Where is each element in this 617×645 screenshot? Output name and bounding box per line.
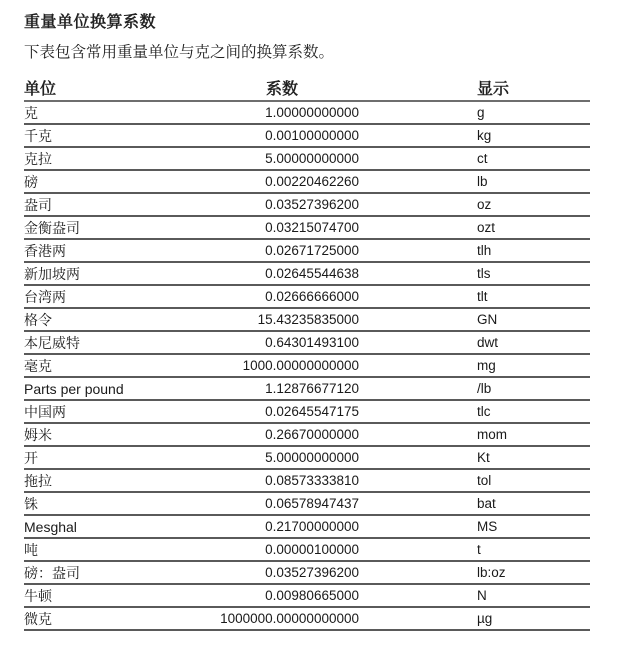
cell-factor: 0.00980665000: [265, 588, 359, 603]
cell-factor: 0.00000100000: [265, 542, 359, 557]
table-row: [24, 332, 590, 355]
cell-unit: 台湾两: [24, 289, 66, 306]
cell-unit: 克拉: [24, 151, 52, 168]
table-row: [24, 585, 590, 608]
cell-factor: 0.02645544638: [265, 266, 359, 281]
cell-factor: 0.06578947437: [265, 496, 359, 511]
cell-display: ct: [477, 151, 488, 166]
cell-unit: 盎司: [24, 197, 52, 214]
table-row: [24, 401, 590, 424]
header-display: 显示: [477, 79, 510, 98]
table-row: [24, 309, 590, 332]
cell-display: ozt: [477, 220, 496, 235]
cell-display: N: [477, 588, 487, 603]
cell-unit: 香港两: [24, 243, 66, 260]
table-row: [24, 171, 590, 194]
cell-display: tlc: [477, 404, 491, 419]
cell-factor: 0.21700000000: [265, 519, 359, 534]
cell-unit: 磅: [24, 174, 38, 191]
cell-display: oz: [477, 197, 492, 212]
header-factor: 系数: [266, 79, 299, 98]
cell-unit: 中国两: [24, 404, 66, 421]
cell-display: dwt: [477, 335, 499, 350]
cell-display: Kt: [477, 450, 490, 465]
cell-unit: 牛顿: [24, 588, 52, 605]
table-row: [24, 240, 590, 263]
table-row: [24, 378, 590, 401]
cell-factor: 0.64301493100: [265, 335, 359, 350]
cell-display: mom: [477, 427, 507, 442]
cell-factor: 1.00000000000: [265, 105, 359, 120]
cell-factor: 0.03527396200: [265, 565, 359, 580]
cell-factor: 0.02666666000: [265, 289, 359, 304]
cell-display: kg: [477, 128, 492, 143]
table-row: [24, 516, 590, 539]
cell-unit: 姆米: [24, 427, 52, 444]
table-row: [24, 493, 590, 516]
cell-factor: 0.02671725000: [265, 243, 359, 258]
cell-unit: 微克: [24, 611, 52, 628]
cell-display: lb:oz: [477, 565, 506, 580]
header-unit: 单位: [24, 79, 57, 98]
table-row: [24, 608, 590, 631]
cell-unit: 千克: [24, 128, 52, 145]
cell-factor: 1.12876677120: [265, 381, 359, 396]
cell-unit: Parts per pound: [24, 380, 124, 397]
cell-factor: 15.43235835000: [257, 312, 359, 327]
cell-display: MS: [477, 519, 498, 534]
table-row: [24, 194, 590, 217]
cell-unit: 毫克: [24, 358, 52, 375]
cell-factor: 0.08573333810: [265, 473, 359, 488]
table-row: [24, 562, 590, 585]
table-header: [24, 78, 590, 102]
table-row: [24, 286, 590, 309]
cell-unit: 克: [24, 105, 38, 122]
cell-unit: 本尼威特: [24, 335, 80, 352]
cell-factor: 1000.00000000000: [242, 358, 359, 373]
cell-display: g: [477, 105, 485, 120]
cell-factor: 0.02645547175: [265, 404, 359, 419]
cell-unit: 磅：盎司: [24, 565, 80, 582]
table-row: [24, 148, 590, 171]
cell-unit: 拖拉: [24, 473, 52, 490]
table-row: [24, 447, 590, 470]
table-row: [24, 424, 590, 447]
cell-factor: 1000000.00000000000: [220, 611, 359, 626]
page-title: 重量单位换算系数: [24, 12, 157, 31]
table-row: [24, 355, 590, 378]
conversion-table: [24, 78, 590, 631]
cell-display: tlt: [477, 289, 488, 304]
cell-display: µg: [477, 611, 493, 626]
cell-display: mg: [477, 358, 496, 373]
cell-display: lb: [477, 174, 488, 189]
cell-unit: 铢: [24, 496, 38, 513]
cell-display: /lb: [477, 381, 492, 396]
cell-unit: 金衡盎司: [24, 220, 80, 237]
cell-unit: 开: [24, 450, 38, 467]
cell-display: t: [477, 542, 481, 557]
cell-unit: 新加坡两: [24, 266, 80, 283]
cell-display: tol: [477, 473, 492, 488]
table-row: [24, 125, 590, 148]
cell-display: tls: [477, 266, 491, 281]
table-row: [24, 263, 590, 286]
cell-display: GN: [477, 312, 498, 327]
cell-factor: 0.00100000000: [265, 128, 359, 143]
table-row: [24, 470, 590, 493]
page-subtitle: 下表包含常用重量单位与克之间的换算系数。: [24, 43, 335, 61]
cell-factor: 0.03215074700: [265, 220, 359, 235]
cell-factor: 0.00220462260: [265, 174, 359, 189]
cell-unit: 吨: [24, 542, 38, 559]
table-row: [24, 102, 590, 125]
cell-factor: 5.00000000000: [265, 450, 359, 465]
cell-factor: 5.00000000000: [265, 151, 359, 166]
cell-factor: 0.03527396200: [265, 197, 359, 212]
cell-factor: 0.26670000000: [265, 427, 359, 442]
cell-display: bat: [477, 496, 496, 511]
cell-unit: Mesghal: [24, 518, 77, 535]
table-row: [24, 217, 590, 240]
cell-unit: 格令: [24, 312, 52, 329]
cell-display: tlh: [477, 243, 492, 258]
table-row: [24, 539, 590, 562]
table-body: [24, 102, 590, 631]
